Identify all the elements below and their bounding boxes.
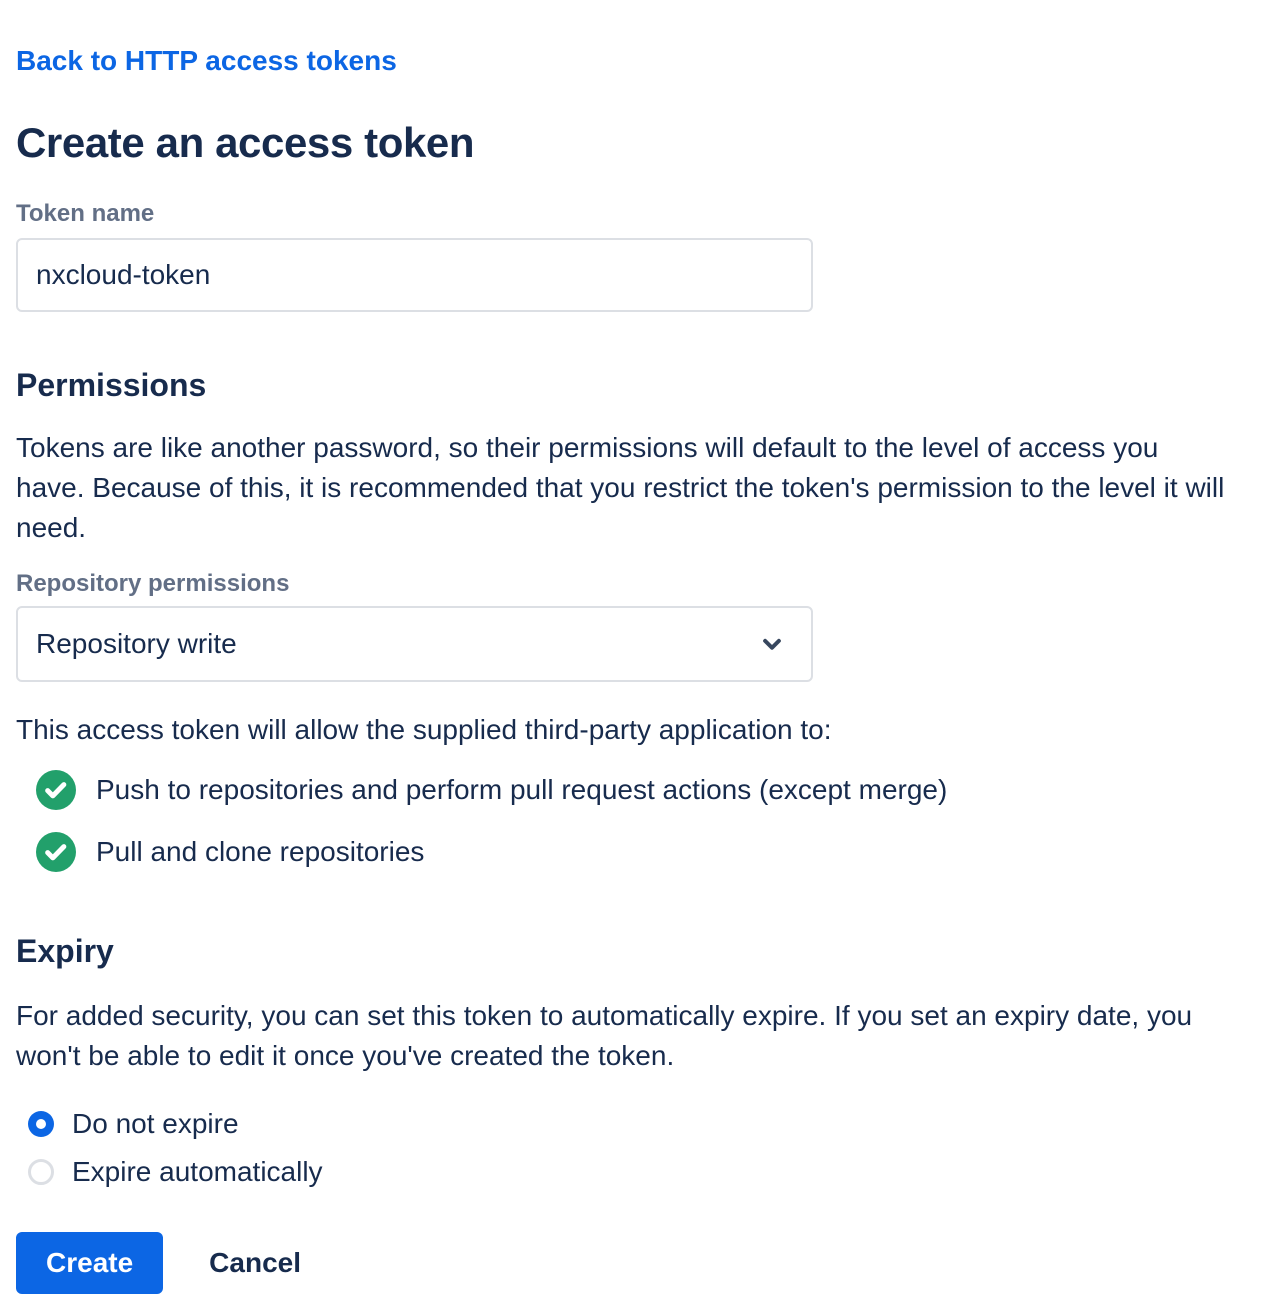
allow-item-label: Push to repositories and perform pull request actions (except merge)	[96, 774, 948, 805]
token-allow-intro: This access token will allow the supplied third-party application to:	[16, 714, 832, 745]
allow-item-label: Pull and clone repositories	[96, 836, 425, 867]
token-name-input[interactable]	[16, 238, 813, 312]
expiry-heading: Expiry	[16, 933, 114, 969]
create-button[interactable]: Create	[16, 1232, 163, 1294]
expiry-radio-group	[16, 1100, 1258, 1196]
form-actions	[16, 1232, 1258, 1294]
repository-permissions-selected-value: Repository write	[36, 628, 237, 659]
expiry-description: For added security, you can set this token to automatically expire. If you set an expiry date, you won't be able to edit it once you've created the token.	[16, 1000, 1193, 1071]
radio-selected-icon[interactable]	[28, 1111, 54, 1137]
cancel-button[interactable]: Cancel	[205, 1232, 305, 1294]
radio-expire-automatically[interactable]	[16, 1148, 1258, 1196]
check-circle-icon	[36, 770, 76, 810]
list-item	[16, 832, 1258, 872]
page-title: Create an access token	[16, 119, 475, 166]
radio-do-not-expire[interactable]	[16, 1100, 1258, 1148]
radio-label: Expire automatically	[72, 1156, 323, 1187]
repository-permissions-label: Repository permissions	[16, 570, 290, 597]
permissions-description: Tokens are like another password, so their permissions will default to the level of access you have. Because of this, it is recommended that you restrict the token's permission to the level it will need.	[16, 432, 1225, 543]
radio-label: Do not expire	[72, 1108, 239, 1139]
list-item	[16, 770, 1258, 810]
permissions-heading: Permissions	[16, 367, 207, 403]
back-to-http-access-tokens-link[interactable]: Back to HTTP access tokens	[16, 45, 397, 76]
repository-permissions-select[interactable]	[16, 606, 813, 682]
radio-unselected-icon[interactable]	[28, 1159, 54, 1185]
check-circle-icon	[36, 832, 76, 872]
token-name-label: Token name	[16, 200, 155, 227]
token-allow-list	[16, 770, 1258, 872]
chevron-down-icon	[757, 629, 787, 659]
